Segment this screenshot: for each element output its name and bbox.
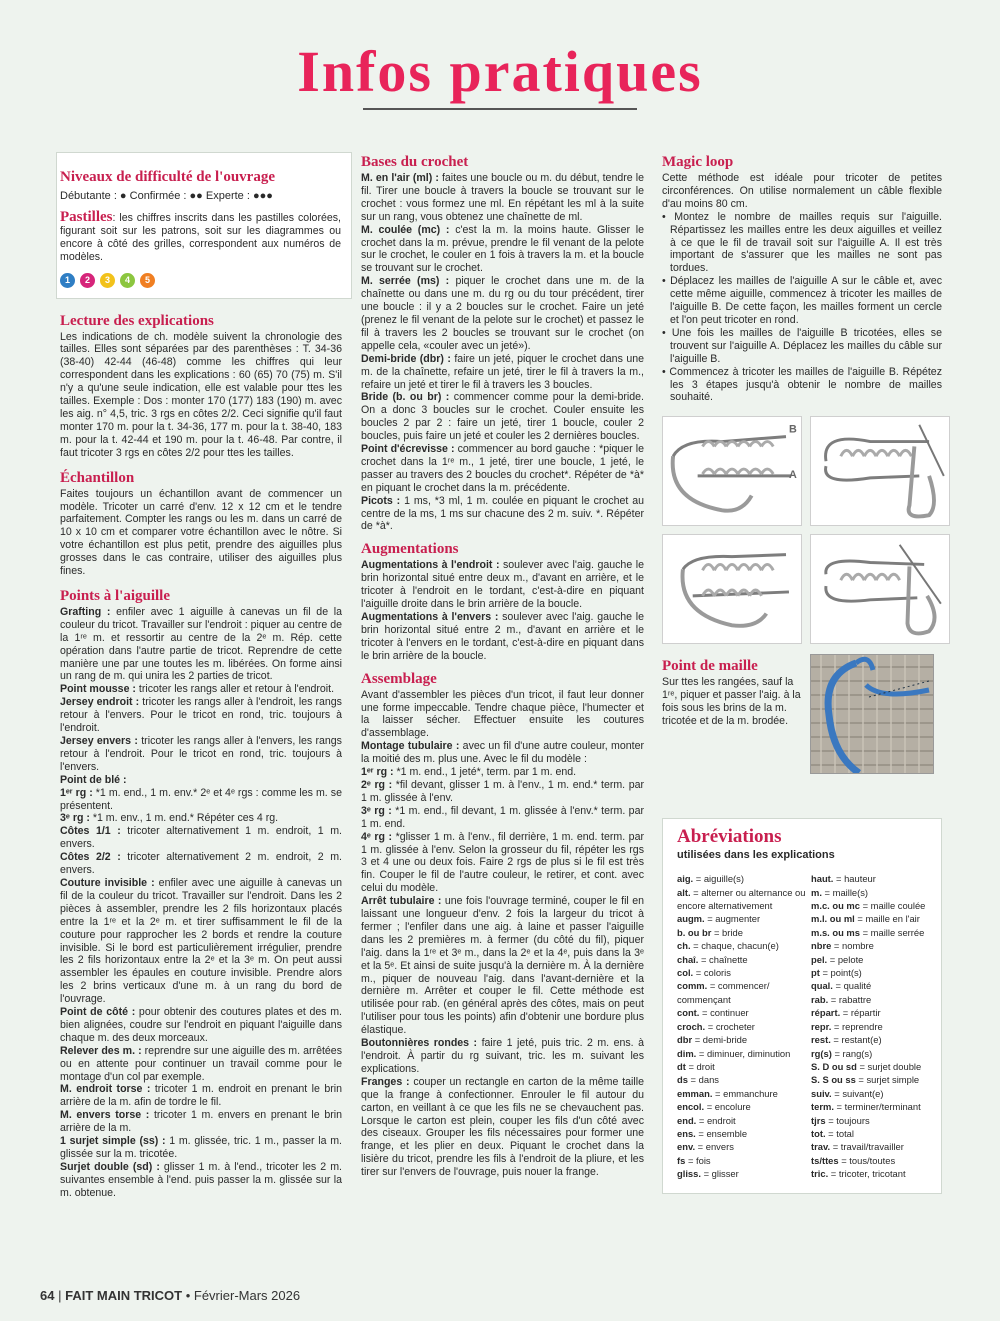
abbreviation-entry xyxy=(677,872,807,885)
abbreviation-meaning: = chaque, chacun(e) xyxy=(690,940,779,952)
assembly-entry-label: 4ᵉ rg : xyxy=(361,830,393,843)
increase-entry xyxy=(361,559,644,611)
stitch-entry xyxy=(60,851,342,877)
stitch-entry-label: Jersey endroit : xyxy=(60,696,140,709)
page-footer: 64 | FAIT MAIN TRICOT • Février-Mars 2026 xyxy=(40,1288,301,1303)
assembly-entry xyxy=(361,740,644,766)
abbreviation-entry xyxy=(677,1073,807,1086)
point-de-maille-heading: Point de maille xyxy=(662,658,758,675)
stitch-entry xyxy=(60,1006,342,1045)
crochet-entry xyxy=(361,353,644,392)
stitch-entry-label: Jersey envers : xyxy=(60,735,138,747)
stitch-entry-label: 3ᵉ rg : xyxy=(60,812,90,825)
stitch-entry xyxy=(60,1109,342,1135)
abbreviation-term: ch. xyxy=(677,940,691,952)
column-middle xyxy=(361,154,644,1179)
abbreviation-meaning: = tous/toutes xyxy=(838,1154,896,1166)
assembly-entry-text: *1 m. end., 1 jeté*, term. par 1 m. end. xyxy=(393,766,577,779)
assembly-entry-label: 3ᵉ rg : xyxy=(361,804,392,817)
abbreviation-entry xyxy=(811,1033,941,1046)
crochet-entry xyxy=(361,443,644,495)
title-divider xyxy=(363,108,637,110)
stitch-entry-label: Point de blé : xyxy=(60,773,127,786)
stitch-entry-text: tricoter 1 m. endroit en prenant le brin arrière de la m. afin de tordre le fil. xyxy=(60,1083,342,1109)
assemblage-heading: Assemblage xyxy=(361,670,437,687)
crochet-list xyxy=(361,172,644,533)
abbreviation-term: comm. xyxy=(677,980,708,992)
abbreviation-term: répart. xyxy=(811,1007,841,1019)
crochet-entry-text: commencer au bord gauche : *piquer le crochet dans la 1ʳᵉ m., 1 jeté, tirer une boucle, 1 jeté, le passer au travers des 2 boucles du crochet*. Répéter de *à* en piquant le crochet dans la m. précédente. xyxy=(361,443,644,494)
abbreviation-term: end. xyxy=(677,1114,697,1126)
abbreviation-meaning: = encolure xyxy=(704,1101,751,1113)
abbreviation-entry xyxy=(677,1154,807,1167)
abbreviation-term: rest. xyxy=(811,1034,831,1046)
assembly-entry xyxy=(361,1076,644,1179)
stitch-entry-label: Grafting : xyxy=(60,605,111,618)
abbreviation-entry xyxy=(677,912,807,925)
abbreviation-meaning: = endroit xyxy=(696,1114,736,1126)
stitch-entry xyxy=(60,1161,342,1200)
assembly-entry-text: *fil devant, glisser 1 m. à l'env., 1 m. end.* term. par 1 m. glissée à l'env. xyxy=(361,778,645,804)
assembly-entry-text: *1 m. end., fil devant, 1 m. glissée à l'env.* term. par 1 m. end. xyxy=(361,804,644,830)
abbreviation-meaning: = qualité xyxy=(832,980,872,992)
augmentations-list xyxy=(361,559,644,662)
abbreviation-meaning: = droit xyxy=(685,1060,715,1072)
assembly-entry xyxy=(361,1037,644,1076)
assembly-entry-label: Franges : xyxy=(361,1075,410,1088)
crochet-entry-text: faire un jeté, piquer le crochet dans une m. de la chaînette, refaire un jeté, tirer le fil à travers la m., refaire un jeté et tirer le fil à travers les 3 boucles. xyxy=(361,352,644,391)
abbreviation-entry xyxy=(677,1167,807,1180)
crochet-entry xyxy=(361,172,644,224)
assembly-entry-text: faire 1 jeté, puis tric. 2 m. ens. à l'endroit. À partir du rg suivant, tric. les m. suivant les explications. xyxy=(361,1037,645,1075)
abbreviation-meaning: = aiguille(s) xyxy=(693,873,744,885)
crochet-heading: Bases du crochet xyxy=(361,154,469,170)
stitch-entry-text: tricoter alternativement 1 m. endroit, 1 m. envers. xyxy=(60,825,342,851)
abbreviation-meaning: = maille(s) xyxy=(821,886,869,898)
pastille-3: 3 xyxy=(100,273,115,288)
crochet-entry-text: faites une boucle ou m. du début, tendre le fil. Tirer une boucle à travers la boucle se trouvant sur le crochet : vous formez une ml. En répétant les ml à la suite sur un rang, vous obtenez une chaînette de ml. xyxy=(361,172,644,223)
abbreviation-meaning: = chaînette xyxy=(698,953,748,965)
abbreviation-term: cont. xyxy=(677,1007,700,1019)
abbreviation-term: m.c. ou mc xyxy=(811,900,860,912)
abbreviation-entry xyxy=(677,1047,807,1060)
stitch-entry-text: tricoter 1 m. envers en prenant le brin arrière de la m. xyxy=(60,1109,342,1135)
abbreviation-term: ts/ttes xyxy=(811,1154,839,1166)
assembly-entry-label: Arrêt tubulaire : xyxy=(361,895,442,908)
abbreviation-term: b. ou br xyxy=(677,926,712,938)
abbreviation-meaning: = coloris xyxy=(693,967,731,979)
stitch-entry xyxy=(60,877,342,1006)
abbreviation-entry xyxy=(677,1140,807,1153)
magazine-name: FAIT MAIN TRICOT xyxy=(65,1288,183,1303)
abbreviation-meaning: = suivant(e) xyxy=(831,1087,884,1099)
abbreviation-term: tjrs xyxy=(811,1114,826,1126)
abbreviation-meaning: = demi-bride xyxy=(692,1034,748,1046)
abbreviation-term: dbr xyxy=(677,1034,693,1046)
crochet-entry-label: Picots : xyxy=(361,494,401,507)
abbreviation-entry xyxy=(811,1154,941,1167)
abbreviation-entry xyxy=(677,1100,807,1113)
abbreviation-entry xyxy=(677,939,807,952)
abbreviation-entry xyxy=(811,1167,941,1180)
abbreviation-term: chaî. xyxy=(677,953,699,965)
abbreviation-meaning: = crocheter xyxy=(705,1020,755,1032)
magic-loop-heading: Magic loop xyxy=(662,154,734,170)
abbreviation-term: aig. xyxy=(677,873,694,885)
abbreviation-entry xyxy=(677,966,807,979)
magic-loop-steps xyxy=(662,211,942,405)
abbreviation-term: fs xyxy=(677,1154,686,1166)
abbreviation-term: col. xyxy=(677,967,694,979)
magic-loop-step-4-image xyxy=(810,534,950,644)
abbreviation-term: S. D ou sd xyxy=(811,1060,857,1072)
stitch-entry-text: tricoter les rangs aller et retour à l'endroit. xyxy=(135,683,335,696)
abbreviation-term: tric. xyxy=(811,1168,829,1180)
abbreviation-term: augm. xyxy=(677,913,705,925)
pastilles-text: : les chiffres inscrits dans les pastilles colorées, figurant soit sur les patrons, soit sur les diagrammes ou encore à côté des grilles, correspondent aux numéros de modèles. xyxy=(60,211,341,263)
stitch-entry xyxy=(60,774,342,787)
abbreviation-meaning: = point(s) xyxy=(819,967,862,979)
abbreviation-entry xyxy=(811,1060,941,1073)
difficulty-levels: Débutante : ● Confirmée : ●● Experte : ●●● xyxy=(60,190,273,202)
crochet-entry-label: Demi-bride (dbr) : xyxy=(361,352,451,365)
abbreviation-entry xyxy=(811,939,941,952)
abbreviation-term: ds xyxy=(677,1074,688,1086)
abbreviation-term: ens. xyxy=(677,1127,696,1139)
abbreviation-term: nbre xyxy=(811,940,832,952)
abbreviation-entry xyxy=(811,979,941,992)
abbreviation-entry xyxy=(677,979,807,1006)
abbreviation-term: dim. xyxy=(677,1047,697,1059)
stitch-entry-text: *1 m. env., 1 m. end.* Répéter ces 4 rg. xyxy=(89,812,279,825)
abbreviation-entry xyxy=(811,1087,941,1100)
abbreviation-meaning: = alterner ou alternance ou encore alternativement xyxy=(677,886,806,912)
abbreviations-left-list xyxy=(677,872,807,1180)
abbreviation-entry xyxy=(811,1114,941,1127)
augmentations-heading: Augmentations xyxy=(361,541,459,558)
magic-loop-step: • Montez le nombre de mailles requis sur l'aiguille. Répartissez les mailles entre les deux aiguilles et veillez à ce que le fil de travail soit sur l'aiguille A. Il est très important de s'assurer que les mailles ne sont pas tordues. xyxy=(662,210,942,275)
abbreviation-meaning: = rang(s) xyxy=(831,1047,873,1059)
stitch-entry-label: Point mousse : xyxy=(60,683,136,696)
stitch-entry-text: reprendre sur une aiguille des m. arrêtées ou en attente pour continuer un travail comme pour le montage d'un col par exemple. xyxy=(60,1044,342,1083)
abbreviation-meaning: = toujours xyxy=(825,1114,870,1126)
stitch-entry-label: Côtes 2/2 : xyxy=(60,851,121,864)
column-left xyxy=(60,152,342,1200)
abbreviation-meaning: = hauteur xyxy=(833,873,876,885)
abbreviation-meaning: = surjet simple xyxy=(855,1074,920,1086)
abbreviation-meaning: = tricoter, tricotant xyxy=(828,1168,906,1180)
abbreviation-entry xyxy=(677,1087,807,1100)
abbreviation-term: rg(s) xyxy=(811,1047,832,1059)
assembly-entry xyxy=(361,805,644,831)
stitch-entry xyxy=(60,812,342,825)
crochet-entry-label: M. serrée (ms) : xyxy=(361,275,450,288)
assembly-entry xyxy=(361,895,644,1037)
abbreviation-term: env. xyxy=(677,1141,696,1153)
stitch-entry xyxy=(60,1045,342,1084)
crochet-entry-label: Point d'écrevisse : xyxy=(361,443,455,456)
page-title: Infos pratiques xyxy=(297,39,703,104)
abbreviation-meaning: = pelote xyxy=(827,953,864,965)
page-number: 64 xyxy=(40,1288,55,1303)
stitch-entry xyxy=(60,787,342,813)
pastilles-label: Pastilles xyxy=(60,208,113,225)
abbreviation-entry xyxy=(811,926,941,939)
increase-entry-label: Augmentations à l'endroit : xyxy=(361,559,500,572)
crochet-entry-label: M. en l'air (ml) : xyxy=(361,172,439,184)
crochet-entry-text: commencer comme pour la demi-bride. On a donc 3 boucles sur le crochet. Couler ensuite les boucles 2 par 2 : faire un jeté, tirer 1 boucle, couler 2 boucles, puis faire un jeté et couler les 2 dernières boucles. xyxy=(361,391,644,443)
pastille-2: 2 xyxy=(80,273,95,288)
abbreviation-meaning: = fois xyxy=(685,1154,711,1166)
point-de-maille-text: Sur ttes les rangées, sauf la 1ʳᵉ, piquer et passer l'aig. à la fois sous les brins de la m. tricotée et de la m. brodée. xyxy=(662,676,801,728)
assembly-entry-text: une fois l'ouvrage terminé, couper le fil en laissant une longueur d'env. 2 fois la largeur du tricot à fermer ; l'enfiler dans une aig. à laine et passer l'aiguille dans les 2 premières m. à fermer (du côté du fil), piquer l'aig. dans la 1ʳᵉ et 3ᵉ m., dans la 2ᵉ et la 4ᵉ, puis dans la 3ᵉ et la 5ᵉ. Et ainsi de suite jusqu'à la dernière m. À la dernière m., piquer de nouveau l'aig. dans l'avant-dernière et la dernière m. Arrêter et couper le fil. Cette méthode est utilisée pour rab. (en général après des côtes, mais on peut l'utiliser pour tous les points) afin d'obtenir une bordure plus élastique. xyxy=(361,895,644,1037)
stitch-entry-text: 1 m. glissée, tric. 1 m., passer la m. glissée sur la m. tricotée. xyxy=(60,1135,343,1160)
abbreviation-meaning: = bride xyxy=(711,926,743,938)
stitch-entry-text: tricoter les rangs aller à l'endroit, les rangs retour à l'envers. Pour le tricot en rond, tric. toujours à l'endroit. xyxy=(60,696,342,735)
abbreviation-entry xyxy=(677,886,807,913)
issue-date: Février-Mars 2026 xyxy=(193,1288,301,1303)
abbreviation-term: croch. xyxy=(677,1020,706,1032)
stitch-entry-text: *1 m. end., 1 m. env.* 2ᵉ et 4ᵉ rgs : comme les m. se présentent. xyxy=(60,786,342,812)
assembly-entry-label: 1ᵉʳ rg : xyxy=(361,766,394,779)
point-de-maille-image xyxy=(810,654,934,774)
abbreviation-term: pel. xyxy=(811,953,828,965)
abbreviation-term: m.s. ou ms xyxy=(811,926,860,938)
abbreviation-entry xyxy=(811,966,941,979)
stitch-entry xyxy=(60,1135,342,1161)
assembly-entry xyxy=(361,766,644,779)
stitch-entry xyxy=(60,696,342,735)
crochet-entry xyxy=(361,275,644,352)
stitch-entry-label: M. envers torse : xyxy=(60,1109,150,1122)
abbreviation-entry xyxy=(677,1114,807,1127)
abbreviation-meaning: = diminuer, diminution xyxy=(696,1047,791,1059)
stitch-entry-label: M. endroit torse : xyxy=(60,1083,151,1096)
abbreviation-entry xyxy=(811,1073,941,1086)
increase-entry-text: soulever avec l'aig. gauche le brin horizontal situé entre 2 m., d'avant en arrière et le tricoter à l'envers en le tordant, c'est-à-dire en piquant dans le brin arrière de la boucle. xyxy=(361,611,644,662)
stitch-entry xyxy=(60,606,342,683)
abbreviation-entry xyxy=(677,953,807,966)
column-right xyxy=(662,154,942,1194)
stitch-entry xyxy=(60,1083,342,1109)
abbreviation-entry xyxy=(677,1020,807,1033)
abbreviation-meaning: = glisser xyxy=(700,1168,739,1180)
assembly-entry-text: *glisser 1 m. à l'env., fil derrière, 1 m. end. term. par 1 m. glissée à l'env. Selon la grosseur du fil, répéter les rgs 3 et 4 une ou deux fois. Faire 2 rgs de plus si le fil est très fin. Couper le fil de l'autre couleur, le retirer, et cont. avec celui du modèle. xyxy=(361,830,644,895)
abbreviation-term: gliss. xyxy=(677,1168,701,1180)
abbreviation-term: m.l. ou ml xyxy=(811,913,855,925)
abbreviation-entry xyxy=(677,1033,807,1046)
abbreviation-term: rab. xyxy=(811,993,829,1005)
crochet-entry-label: M. coulée (mc) : xyxy=(361,223,450,236)
abbreviation-entry xyxy=(811,912,941,925)
magic-loop-step-1-image xyxy=(662,416,802,526)
stitch-entry-label: Surjet double (sd) : xyxy=(60,1160,160,1173)
stitch-entry-label: 1 surjet simple (ss) : xyxy=(60,1135,166,1148)
abbreviation-meaning: = ensemble xyxy=(695,1127,748,1139)
difficulty-box xyxy=(56,152,352,299)
magic-loop-intro: Cette méthode est idéale pour tricoter de petites circonférences. On utilise normalement un câble flexible d'au moins 80 cm. xyxy=(662,172,942,210)
point-de-maille-section xyxy=(662,654,942,774)
abbreviation-meaning: = dans xyxy=(687,1074,719,1086)
assembly-entry xyxy=(361,779,644,805)
stitch-entry-label: Relever des m. : xyxy=(60,1044,142,1057)
abbreviations-box xyxy=(662,818,942,1193)
crochet-entry-text: piquer le crochet dans une m. de la chaînette ou dans une m. du rg ou du tour précédent, tirer une boucle : il y a 2 boucles sur le crochet. Faire un jeté (prenez le fil venant de la pelote sur le crochet) et passez le fil à travers les 2 boucles se trouvant sur le crochet (on appelle cela, «couler avec un jeté»). xyxy=(361,275,644,352)
abbreviation-term: emman. xyxy=(677,1087,713,1099)
stitch-entry xyxy=(60,683,342,696)
magic-loop-step-2-image xyxy=(810,416,950,526)
abbreviations-subheading: utilisées dans les explications xyxy=(677,849,835,862)
stitch-entry-text: tricoter alternativement 2 m. endroit, 2 m. envers. xyxy=(60,851,342,877)
crochet-entry xyxy=(361,391,644,443)
abbreviation-meaning: = rabattre xyxy=(828,993,872,1005)
stitch-entry xyxy=(60,735,342,774)
abbreviation-meaning: = total xyxy=(825,1127,854,1139)
abbreviation-entry xyxy=(677,926,807,939)
needle-a-label: A xyxy=(788,469,797,482)
crochet-entry-label: Bride (b. ou br) : xyxy=(361,391,450,404)
abbreviation-meaning: = surjet double xyxy=(856,1060,922,1072)
abbreviation-term: repr. xyxy=(811,1020,832,1032)
abbreviation-entry xyxy=(811,953,941,966)
abbreviation-term: dt xyxy=(677,1060,686,1072)
abbreviation-term: alt. xyxy=(677,886,691,898)
abbreviation-entry xyxy=(811,1047,941,1060)
pastilles-list xyxy=(60,273,341,288)
lecture-heading: Lecture des explications xyxy=(60,312,214,329)
assembly-entry-label: Boutonnières rondes : xyxy=(361,1037,478,1050)
abbreviation-entry xyxy=(811,1020,941,1033)
abbreviation-entry xyxy=(811,993,941,1006)
points-list xyxy=(60,606,342,1200)
abbreviation-meaning: = commencer/ commençant xyxy=(677,980,770,1005)
increase-entry-label: Augmentations à l'envers : xyxy=(361,611,499,623)
abbreviation-term: term. xyxy=(811,1101,834,1113)
increase-entry-text: soulever avec l'aig. gauche le brin horizontal situé entre deux m., d'avant en arrière, et le tricoter à l'endroit en le tordant, c'est-à-dire en piquant l'aiguille droite dans le brin arrière de la boucle. xyxy=(361,559,644,611)
pastille-5: 5 xyxy=(140,273,155,288)
pastille-4: 4 xyxy=(120,273,135,288)
assembly-entry-text: couper un rectangle en carton de la même taille que la frange à confectionner. Enrouler le fil autour du carton, en veillant à ce que les fils ne se chevauchent pas. Lorsque le carton est plein, couper les fils d'un côté avec des ciseaux. Grouper les fils nécessaires pour former une frange, et les plier en deux. Piquant le crochet dans la lisière du tricot, prendre les fils à l'endroit de la pliure, et les tirer sur l'envers de l'ouvrage, puis nouer la frange. xyxy=(361,1075,644,1179)
needle-b-label: B xyxy=(788,424,797,437)
echantillon-text: Faites toujours un échantillon avant de commencer un modèle. Tricoter un carré d'env. 12 x 12 cm et le tendre parfaitement. Compter les rangs ou les m. dans un carré de 10 x 10 cm et comparer votre échantillon avec le nôtre. Si votre échantillon est plus petit, prendre des aiguilles plus grosses dans le cas contraire, utiliser des aiguilles plus fines. xyxy=(60,487,342,578)
abbreviation-term: m. xyxy=(811,886,822,898)
difficulty-heading: Niveaux de difficulté de l'ouvrage xyxy=(60,169,275,185)
abbreviation-term: pt xyxy=(811,967,820,979)
abbreviation-meaning: = emmanchure xyxy=(712,1087,778,1099)
magic-loop-step: • Une fois les mailles de l'aiguille B tricotées, elles se trouvent sur l'aiguille A. Déplacez les mailles du câble sur l'aiguille B. xyxy=(662,326,942,365)
stitch-entry-label: 1ᵉʳ rg : xyxy=(60,786,93,799)
crochet-entry-text: c'est la m. la moins haute. Glisser le crochet dans la m. prévue, prendre le fil venant de la pelote sur le crochet, le couler en 1 fois à travers la m. et la boucle se trouvant sur le crochet. xyxy=(361,223,644,275)
abbreviation-meaning: = maille serrée xyxy=(859,926,925,938)
stitch-entry-text: enfiler avec une aiguille à canevas un fil de la couleur du tricot. Travailler sur l'endroit. Dans les 2 pièces à assembler, prendre les 2 fils horizontaux placés entre la 1ʳᵉ et la 2ᵉ m. et tirer suffisamment le fil de la couture pour rapprocher les 2 bords et rendre la couture invisible. Si le bord est particulièrement irrégulier, prendre les 2 fils horizontaux entre la 2ᵉ et la 3ᵉ m. On peut aussi assembler les épaules en couture invisible. Prendre alors les 2 brins verticaux d'une m. à un rang du bord de l'ouvrage. xyxy=(60,876,342,1006)
abbreviation-term: haut. xyxy=(811,873,834,885)
magic-loop-step: • Déplacez les mailles de l'aiguille A sur le câble et, avec cette même aiguille, commencez à tricoter les mailles de l'aiguille B. De cette façon, les mailles forment un cercle et l'on peut tricoter en rond. xyxy=(662,275,942,326)
stitch-entry-text: pour obtenir des coutures plates et des m. bien alignées, coudre sur l'endroit en piquant l'aiguille dans chaque m. des deux morceaux. xyxy=(60,1006,343,1044)
magic-loop-step: • Commencez à tricoter les mailles de l'aiguille B. Répétez les 3 étapes jusqu'à obtenir le nombre de mailles souhaité. xyxy=(662,365,942,404)
stitch-entry-text: tricoter les rangs aller à l'envers, les rangs retour à l'endroit. Pour le tricot en rond, tric. toujours à l'envers. xyxy=(60,735,342,773)
abbreviation-entry xyxy=(677,1060,807,1073)
abbreviation-entry xyxy=(811,886,941,899)
increase-entry xyxy=(361,611,644,663)
stitch-entry-label: Côtes 1/1 : xyxy=(60,825,121,838)
echantillon-heading: Échantillon xyxy=(60,469,135,486)
lecture-text: Les indications de ch. modèle suivent la chronologie des tailles. Elles sont séparées par des parenthèses : T. 34-36 (38-40) 42-44 (46-48) comme les chiffres qui leur correspondent dans les explications : 60 (65) 70 (75) m. S'il n'y a qu'une seule indication, elle est valable pour ttes les tailles. Exemple : Dos : monter 170 (177) 183 (190) m. avec les aig. n° 4,5, tric. 3 rgs en côtes 2/2. Ceci signifie qu'il faut monter 170 m. pour la t. 34-36, 177 m. pour la t. 38-40, 183 m. pour la t. 42-44 et 190 m. pour la t. 46-48. Par contre, il faut tricoter 3 rgs en côtes 2/2 pour ttes les tailles. xyxy=(60,330,342,459)
stitch-entry-label: Couture invisible : xyxy=(60,876,155,889)
abbreviation-term: qual. xyxy=(811,980,833,992)
abbreviations-heading: Abréviations xyxy=(677,826,782,848)
magic-loop-step-3-image xyxy=(662,534,802,644)
pastille-1: 1 xyxy=(60,273,75,288)
abbreviation-entry xyxy=(811,1100,941,1113)
crochet-entry xyxy=(361,495,644,534)
points-heading: Points à l'aiguille xyxy=(60,587,171,604)
abbreviation-term: suiv. xyxy=(811,1087,832,1099)
crochet-entry-text: 1 ms, *3 ml, 1 m. coulée en piquant le crochet au centre de la ms, 1 ms sur chacune des 2 m. suiv. *. Répéter de *à*. xyxy=(361,494,644,533)
crochet-entry xyxy=(361,224,644,276)
assembly-entry xyxy=(361,831,644,896)
stitch-entry-text: glisser 1 m. à l'end., tricoter les 2 m. suivantes ensemble à l'end. puis passer la m. glissée sur la m. obtenue. xyxy=(60,1160,342,1199)
stitch-entry xyxy=(60,825,342,851)
abbreviation-meaning: = répartir xyxy=(840,1007,881,1019)
abbreviation-term: encol. xyxy=(677,1101,705,1113)
assembly-entry-label: 2ᵉ rg : xyxy=(361,778,393,791)
abbreviation-entry xyxy=(811,872,941,885)
abbreviation-meaning: = restant(e) xyxy=(830,1034,882,1046)
abbreviation-meaning: = terminer/terminant xyxy=(833,1101,921,1113)
assemblage-list xyxy=(361,740,644,1179)
abbreviation-meaning: = nombre xyxy=(831,940,874,952)
assembly-entry-label: Montage tubulaire : xyxy=(361,740,460,753)
abbreviations-right-list xyxy=(811,872,941,1180)
abbreviation-meaning: = reprendre xyxy=(831,1020,883,1032)
abbreviation-meaning: = maille coulée xyxy=(859,900,926,912)
abbreviation-meaning: = maille en l'air xyxy=(854,913,920,925)
abbreviation-entry xyxy=(811,1127,941,1140)
abbreviation-term: trav. xyxy=(811,1141,831,1153)
abbreviation-meaning: = continuer xyxy=(699,1007,749,1019)
abbreviation-meaning: = travail/travailler xyxy=(830,1141,904,1153)
magic-loop-illustrations xyxy=(662,416,942,644)
abbreviation-term: S. S ou ss xyxy=(811,1074,856,1086)
abbreviation-entry xyxy=(677,1127,807,1140)
abbreviation-entry xyxy=(677,1006,807,1019)
abbreviation-entry xyxy=(811,899,941,912)
assembly-entry-text: avec un fil d'une autre couleur, monter la moitié des m. plus une. Avec le fil du modèle : xyxy=(361,740,644,766)
abbreviation-meaning: = augmenter xyxy=(704,913,761,925)
abbreviation-entry xyxy=(811,1006,941,1019)
abbreviation-meaning: = envers xyxy=(695,1141,734,1153)
assemblage-intro: Avant d'assembler les pièces d'un tricot, il faut leur donner une forme impeccable. Tendre chaque pièce, l'humecter et la laisser sécher. Effectuer ensuite les coutures d'assemblage. xyxy=(361,688,644,740)
stitch-entry-text: enfiler avec 1 aiguille à canevas un fil de la couleur du tricot. Travailler sur l'endroit : piquer au centre de la 1ʳᵉ m. et ressortir au centre de la 2ᵉ m. Rép. cette opération dans l'autre partie de tricot. Reprendre de cette manière une par une toutes les m. libérées. On forme ainsi un rang de m. qui unira les 2 parties de tricot. xyxy=(60,605,342,683)
abbreviation-entry xyxy=(811,1140,941,1153)
abbreviation-term: tot. xyxy=(811,1127,826,1139)
stitch-entry-label: Point de côté : xyxy=(60,1006,136,1019)
